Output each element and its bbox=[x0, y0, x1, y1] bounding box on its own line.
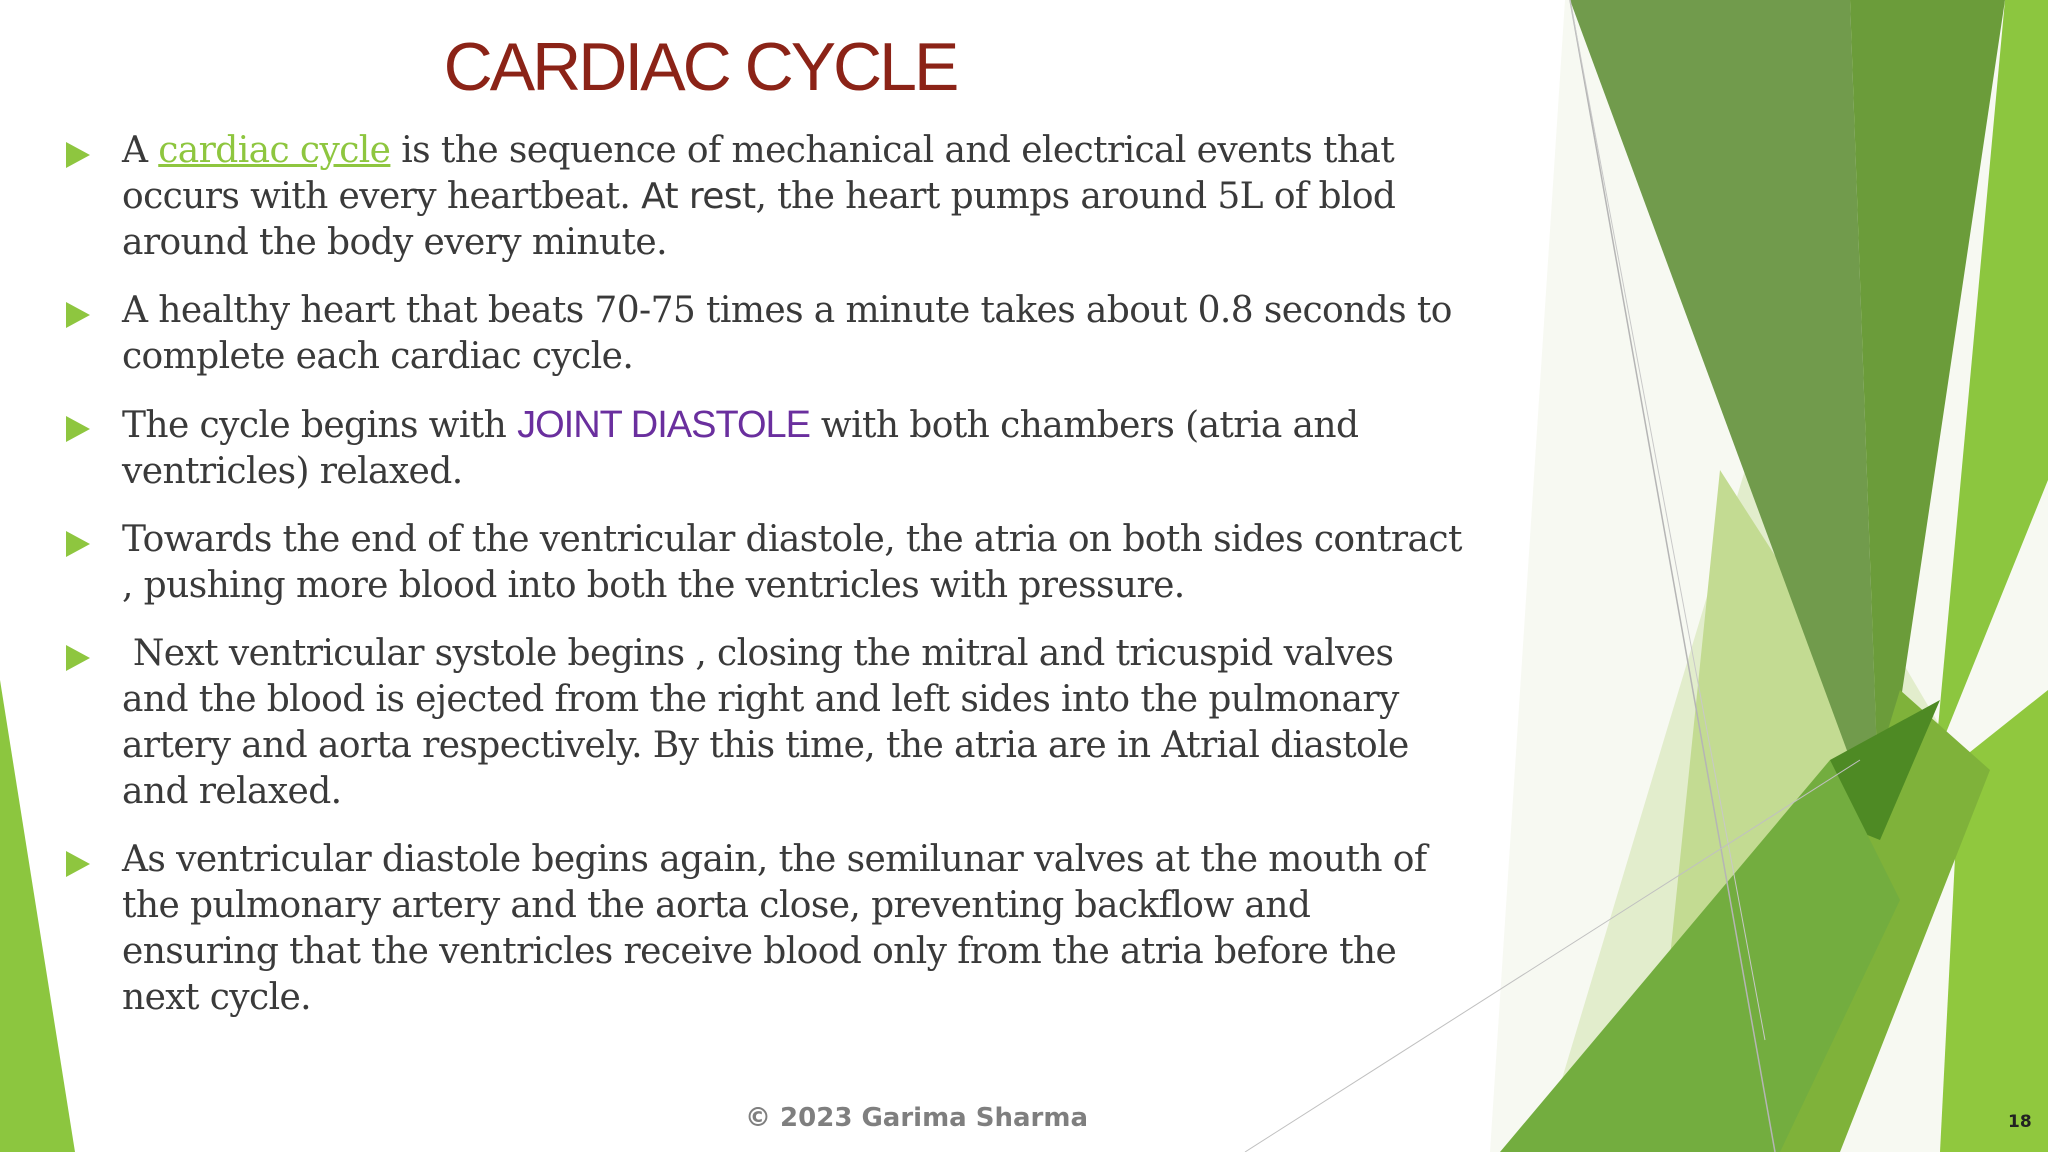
bullet-text-part: A bbox=[122, 130, 159, 171]
bullet-text-part: At rest bbox=[630, 176, 756, 217]
page-number: 18 bbox=[2008, 1112, 2032, 1132]
bullet-text: Towards the end of the ventricular diastole, the atria on both sides contract , pushing more blood into both the ventricles with pressure. bbox=[122, 519, 1462, 606]
joint-diastole-highlight: JOINT DIASTOLE bbox=[517, 404, 811, 446]
bullet-item bbox=[64, 128, 1464, 266]
bullet-text-part: , the heart pumps around 5L of blod around the body every minute. bbox=[122, 176, 1396, 263]
bullet-list bbox=[64, 128, 1464, 1043]
slide-title: CARDIAC CYCLE bbox=[443, 29, 957, 105]
bullet-text: A healthy heart that beats 70-75 times a minute takes about 0.8 seconds to complete each cardiac cycle. bbox=[122, 290, 1452, 377]
bullet-item bbox=[64, 837, 1464, 1021]
bullet-text bbox=[122, 128, 1464, 266]
bullet-text-part: with both chambers (atria and ventricles) relaxed. bbox=[122, 405, 1359, 492]
bullet-arrow-icon bbox=[66, 416, 90, 442]
bullet-item bbox=[64, 288, 1464, 380]
bullet-item bbox=[64, 402, 1464, 495]
bullet-item bbox=[64, 517, 1464, 609]
bullet-item bbox=[64, 631, 1464, 815]
bullet-arrow-icon bbox=[66, 142, 90, 168]
bullet-text: As ventricular diastole begins again, the semilunar valves at the mouth of the pulmonary artery and the aorta close, preventing backflow and ensuring that the ventricles receive blood only from the atria before the next cycle. bbox=[122, 839, 1427, 1018]
bullet-arrow-icon bbox=[66, 302, 90, 328]
cardiac-cycle-link[interactable]: cardiac cycle bbox=[158, 130, 391, 171]
bullet-text: Next ventricular systole begins , closing the mitral and tricuspid valves and the blood is ejected from the right and left sides into the pulmonary artery and aorta respectively. By this time, the atria are in Atrial diastole and relaxed. bbox=[122, 633, 1420, 812]
bullet-text-part: The cycle begins with bbox=[122, 405, 518, 446]
bullet-text bbox=[122, 402, 1464, 495]
copyright-footer: © 2023 Garima Sharma bbox=[745, 1103, 1089, 1133]
bullet-arrow-icon bbox=[66, 531, 90, 557]
bullet-arrow-icon bbox=[66, 851, 90, 877]
bullet-arrow-icon bbox=[66, 645, 90, 671]
bullet-text-part: is the sequence of mechanical and electrical events that occurs with every heartbeat. bbox=[122, 130, 1395, 217]
